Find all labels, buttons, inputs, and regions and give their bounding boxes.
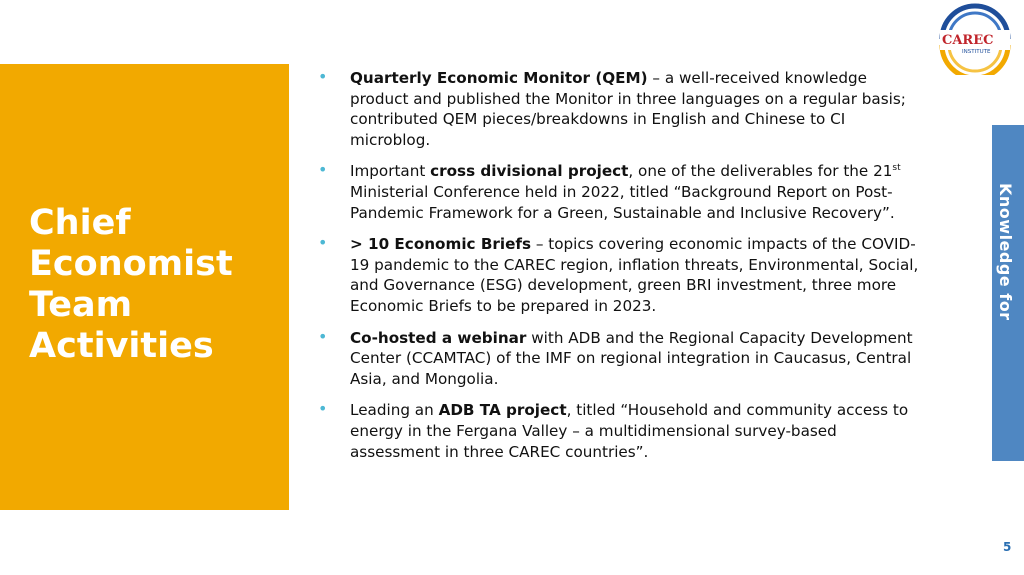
side-tab-label: Knowledge for (996, 183, 1015, 321)
bullet-dot-icon: • (318, 399, 328, 419)
bullet-bold: cross divisional project (430, 162, 629, 181)
bullet-cross-divisional (318, 161, 930, 223)
title-line-2: Economist (29, 244, 233, 284)
bullet-economic-briefs (318, 234, 930, 316)
bullet-superscript: st (892, 163, 901, 174)
bullet-dot-icon: • (318, 233, 328, 253)
logo-name: CAREC (942, 33, 994, 48)
bullet-text: Ministerial Conference held in 2022, titled “Background Report on Post-Pandemic Framework for a Green, Sustainable and Inclusive Recovery”. (350, 182, 895, 222)
bullet-text: Leading an (350, 401, 439, 420)
bullet-bold: ADB TA project (438, 401, 567, 420)
bullet-dot-icon: • (318, 326, 328, 346)
logo-sub: INSTITUTE (962, 49, 991, 55)
activity-bullet-list (318, 68, 930, 473)
bullet-bold: Quarterly Economic Monitor (QEM) (350, 69, 648, 87)
title-line-1: Chief (29, 203, 131, 243)
bullet-dot-icon: • (318, 160, 328, 180)
bullet-qem (318, 68, 930, 150)
bullet-text: , one of the deliverables for the 21 (628, 162, 893, 181)
bullet-text: – a well-received knowledge product and published the Monitor in three languages on a regular basis; contributed QEM pieces/breakdowns in English and Chinese to CI microblog. (350, 69, 906, 149)
bullet-dot-icon: • (318, 67, 328, 86)
bullet-text: with ADB and the Regional Capacity Development Center (CCAMTAC) of the IMF on regional integration in Caucasus, Central Asia, and Mongolia. (350, 328, 913, 388)
bullet-webinar (318, 328, 930, 390)
carec-institute-logo (936, 3, 1014, 75)
title-line-3: Team (29, 285, 133, 325)
bullet-bold: > 10 Economic Briefs (350, 235, 532, 254)
slide-title (29, 203, 279, 367)
bullet-text: , titled “Household and community access to energy in the Fergana Valley – a multidimensional survey-based assessment in three CAREC countries”. (350, 401, 909, 461)
side-tab-knowledge[interactable] (992, 125, 1024, 461)
title-line-4: Activities (29, 326, 214, 366)
bullet-bold: Co-hosted a webinar (350, 328, 527, 347)
bullet-adb-ta-project (318, 400, 930, 462)
bullet-text: Important (350, 162, 431, 181)
page-number: 5 (1003, 540, 1012, 554)
bullet-text: – topics covering economic impacts of the COVID-19 pandemic to the CAREC region, inflation threats, Environmental, Social, and Governance (ESG) development, green BRI investment, three more Economic Briefs to be prepared in 2023. (350, 235, 919, 315)
